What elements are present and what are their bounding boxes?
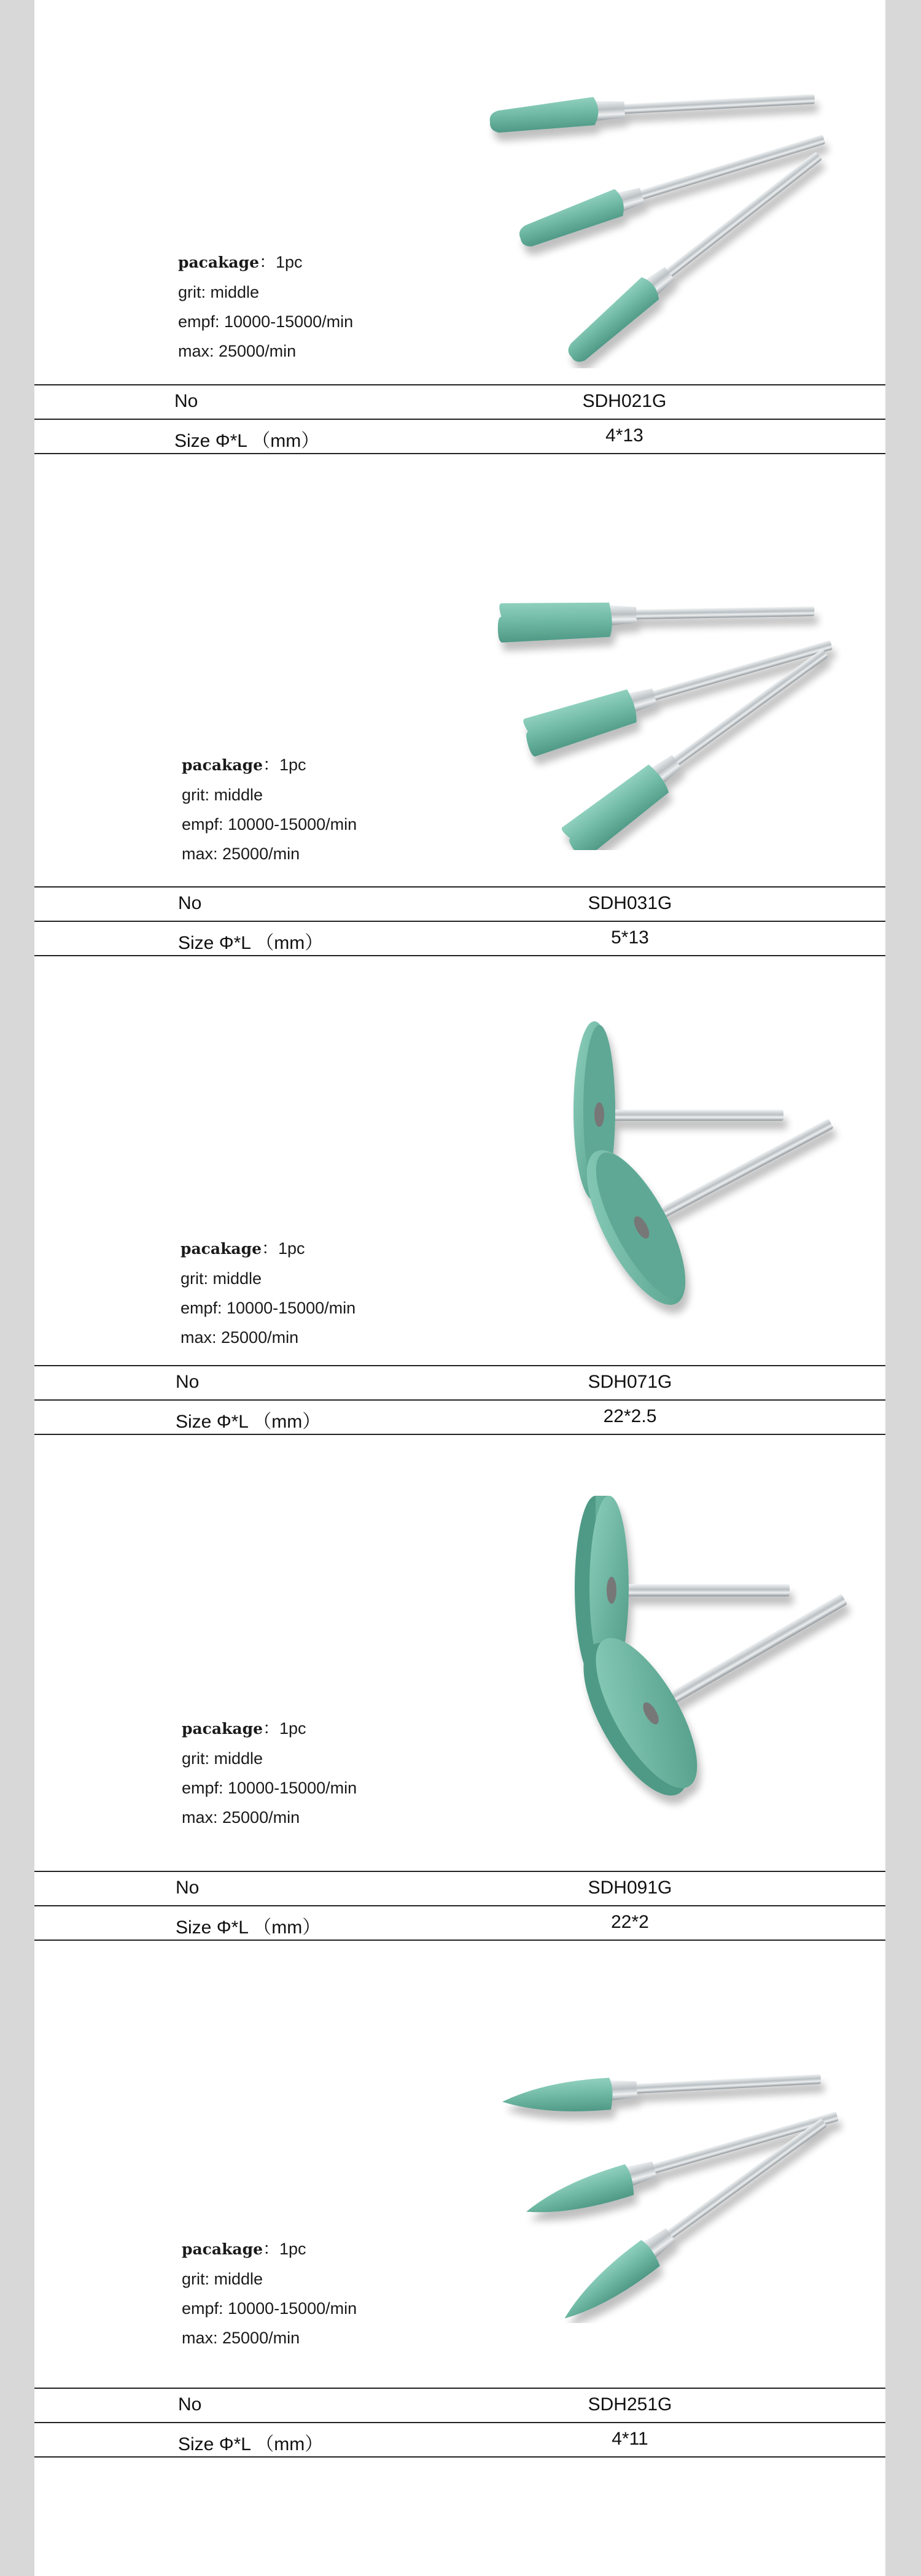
spec-table bbox=[34, 886, 885, 956]
spec-table bbox=[34, 1365, 885, 1435]
max-speed-spec: max: 25000/min bbox=[178, 342, 297, 360]
package-spec: pacakage：1pc bbox=[182, 2240, 306, 2258]
size-label: Size Φ*L （mm） bbox=[176, 1412, 321, 1432]
no-label: No bbox=[174, 391, 198, 411]
table-row bbox=[34, 1399, 885, 1435]
size-value: 22*2 bbox=[611, 1912, 649, 1932]
product-number: SDH031G bbox=[588, 893, 672, 913]
product-catalog-page bbox=[34, 0, 885, 2576]
spec-table bbox=[34, 384, 885, 454]
package-spec: pacakage：1pc bbox=[181, 1239, 305, 1258]
size-value: 4*11 bbox=[612, 2429, 648, 2449]
package-spec: pacakage：1pc bbox=[182, 1719, 306, 1738]
table-row bbox=[34, 1365, 885, 1399]
speed-spec: empf: 10000-15000/min bbox=[178, 312, 354, 331]
size-value: 4*13 bbox=[605, 425, 643, 446]
grit-spec: grit: middle bbox=[181, 1269, 262, 1288]
no-label: No bbox=[176, 1878, 200, 1898]
grit-spec: grit: middle bbox=[182, 2270, 263, 2288]
no-label: No bbox=[178, 893, 202, 913]
cylinder-stone-image bbox=[489, 568, 869, 850]
product-specs bbox=[182, 750, 357, 868]
thick-disc-wheel-stone-image bbox=[550, 1495, 876, 1826]
table-row bbox=[34, 921, 885, 956]
pointed-flame-stone-image bbox=[489, 2053, 869, 2323]
max-speed-spec: max: 25000/min bbox=[182, 2329, 300, 2347]
no-label: No bbox=[176, 1372, 200, 1392]
size-value: 5*13 bbox=[611, 927, 649, 948]
size-value: 22*2.5 bbox=[603, 1406, 657, 1426]
table-row bbox=[34, 419, 885, 454]
product-specs bbox=[178, 247, 353, 366]
package-spec: pacakage：1pc bbox=[182, 756, 306, 774]
tapered-cone-stone-image bbox=[476, 74, 857, 368]
grit-spec: grit: middle bbox=[182, 1749, 263, 1768]
table-row bbox=[34, 2422, 885, 2458]
max-speed-spec: max: 25000/min bbox=[182, 1808, 300, 1827]
product-number: SDH071G bbox=[588, 1372, 672, 1392]
disc-wheel-stone-image bbox=[544, 1019, 863, 1338]
grit-spec: grit: middle bbox=[182, 786, 263, 804]
table-row bbox=[34, 2388, 885, 2422]
product-specs bbox=[182, 1714, 357, 1832]
speed-spec: empf: 10000-15000/min bbox=[181, 1299, 356, 1317]
product-number: SDH251G bbox=[588, 2394, 672, 2415]
size-label: Size Φ*L （mm） bbox=[178, 933, 324, 953]
table-row bbox=[34, 1871, 885, 1905]
table-row bbox=[34, 886, 885, 921]
speed-spec: empf: 10000-15000/min bbox=[182, 815, 357, 834]
product-specs bbox=[181, 1234, 356, 1352]
product-number: SDH021G bbox=[582, 391, 667, 411]
size-label: Size Φ*L （mm） bbox=[178, 2434, 324, 2454]
table-row bbox=[34, 1905, 885, 1941]
size-label: Size Φ*L （mm） bbox=[174, 431, 320, 451]
spec-table bbox=[34, 1871, 885, 1941]
product-number: SDH091G bbox=[588, 1878, 672, 1898]
table-row bbox=[34, 384, 885, 419]
spec-table bbox=[34, 2388, 885, 2458]
size-label: Size Φ*L （mm） bbox=[176, 1917, 321, 1938]
speed-spec: empf: 10000-15000/min bbox=[182, 1779, 357, 1797]
grit-spec: grit: middle bbox=[178, 283, 260, 301]
product-specs bbox=[182, 2234, 357, 2353]
speed-spec: empf: 10000-15000/min bbox=[182, 2299, 357, 2318]
max-speed-spec: max: 25000/min bbox=[181, 1328, 299, 1347]
no-label: No bbox=[178, 2394, 202, 2415]
max-speed-spec: max: 25000/min bbox=[182, 845, 300, 863]
package-spec: pacakage：1pc bbox=[178, 253, 303, 271]
